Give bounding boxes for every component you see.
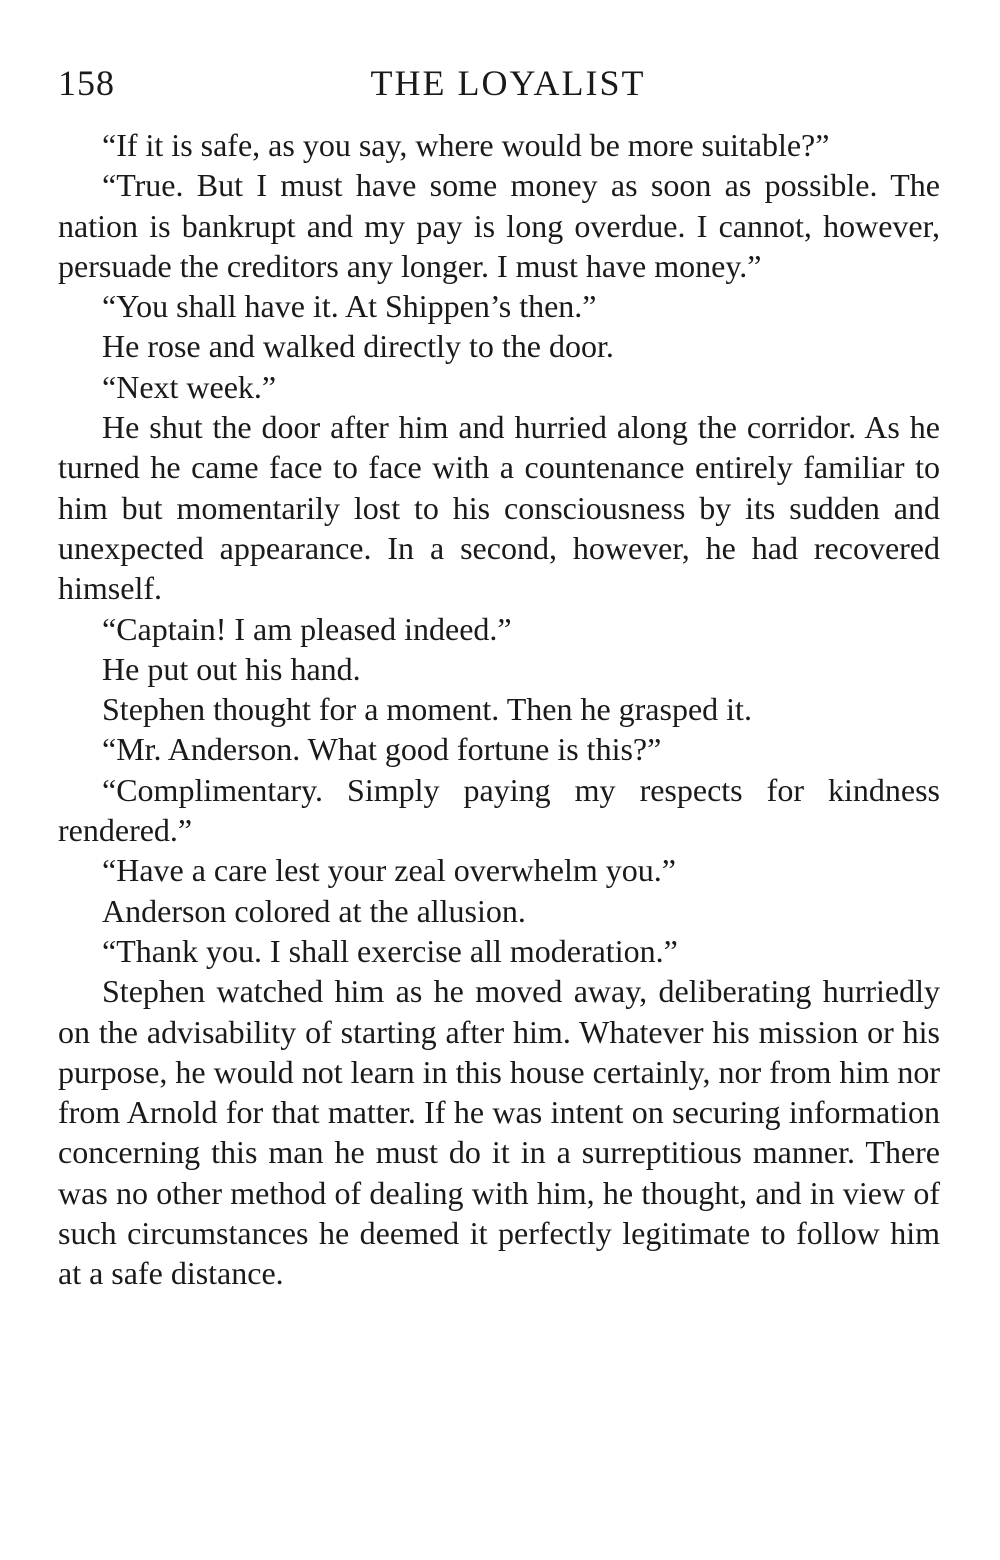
paragraph: He shut the door after him and hurried along the corridor. As he turned he came face to face with a countenance entirely familiar to him but momentarily lost to his consciousness by its sudden and unexpected appearance. In a second, however, he had recovered himself.	[58, 409, 940, 607]
paragraph: He put out his hand.	[102, 650, 361, 687]
paragraph: “Next week.”	[102, 368, 277, 405]
paragraph: “If it is safe, as you say, where would be more suitable?”	[102, 127, 830, 163]
paragraph: “You shall have it. At Shippen’s then.”	[102, 288, 597, 325]
body-text	[58, 125, 940, 1294]
paragraph: Stephen thought for a moment. Then he grasped it.	[102, 691, 752, 728]
paragraph: “Complimentary. Simply paying my respects for kindness rendered.”	[58, 771, 940, 849]
page-header	[58, 58, 938, 108]
paragraph: “Thank you. I shall exercise all moderation.”	[102, 932, 678, 969]
paragraph: “Captain! I am pleased indeed.”	[102, 610, 512, 647]
paragraph: “Mr. Anderson. What good fortune is this?”	[102, 731, 662, 768]
paragraph: Anderson colored at the allusion.	[102, 892, 526, 929]
page-number: 158	[58, 63, 115, 103]
paragraph: Stephen watched him as he moved away, deliberating hurriedly on the advisability of starting after him. Whatever his mission or his purpose, he would not learn in this house certainly, nor from him nor from Arnold for that matter. If he was intent on securing information concerning this man he must do it in a surreptitious manner. There was no other method of dealing with him, he thought, and in view of such circumstances he deemed it perfectly legitimate to follow him at a safe distance.	[58, 973, 940, 1292]
running-title: THE LOYALIST	[370, 63, 646, 103]
paragraph: “Have a care lest your zeal overwhelm you.”	[102, 852, 676, 889]
paragraph: “True. But I must have some money as soon as possible. The nation is bankrupt and my pay is long overdue. I cannot, however, persuade the creditors any longer. I must have money.”	[58, 167, 940, 284]
paragraph: He rose and walked directly to the door.	[102, 328, 614, 365]
